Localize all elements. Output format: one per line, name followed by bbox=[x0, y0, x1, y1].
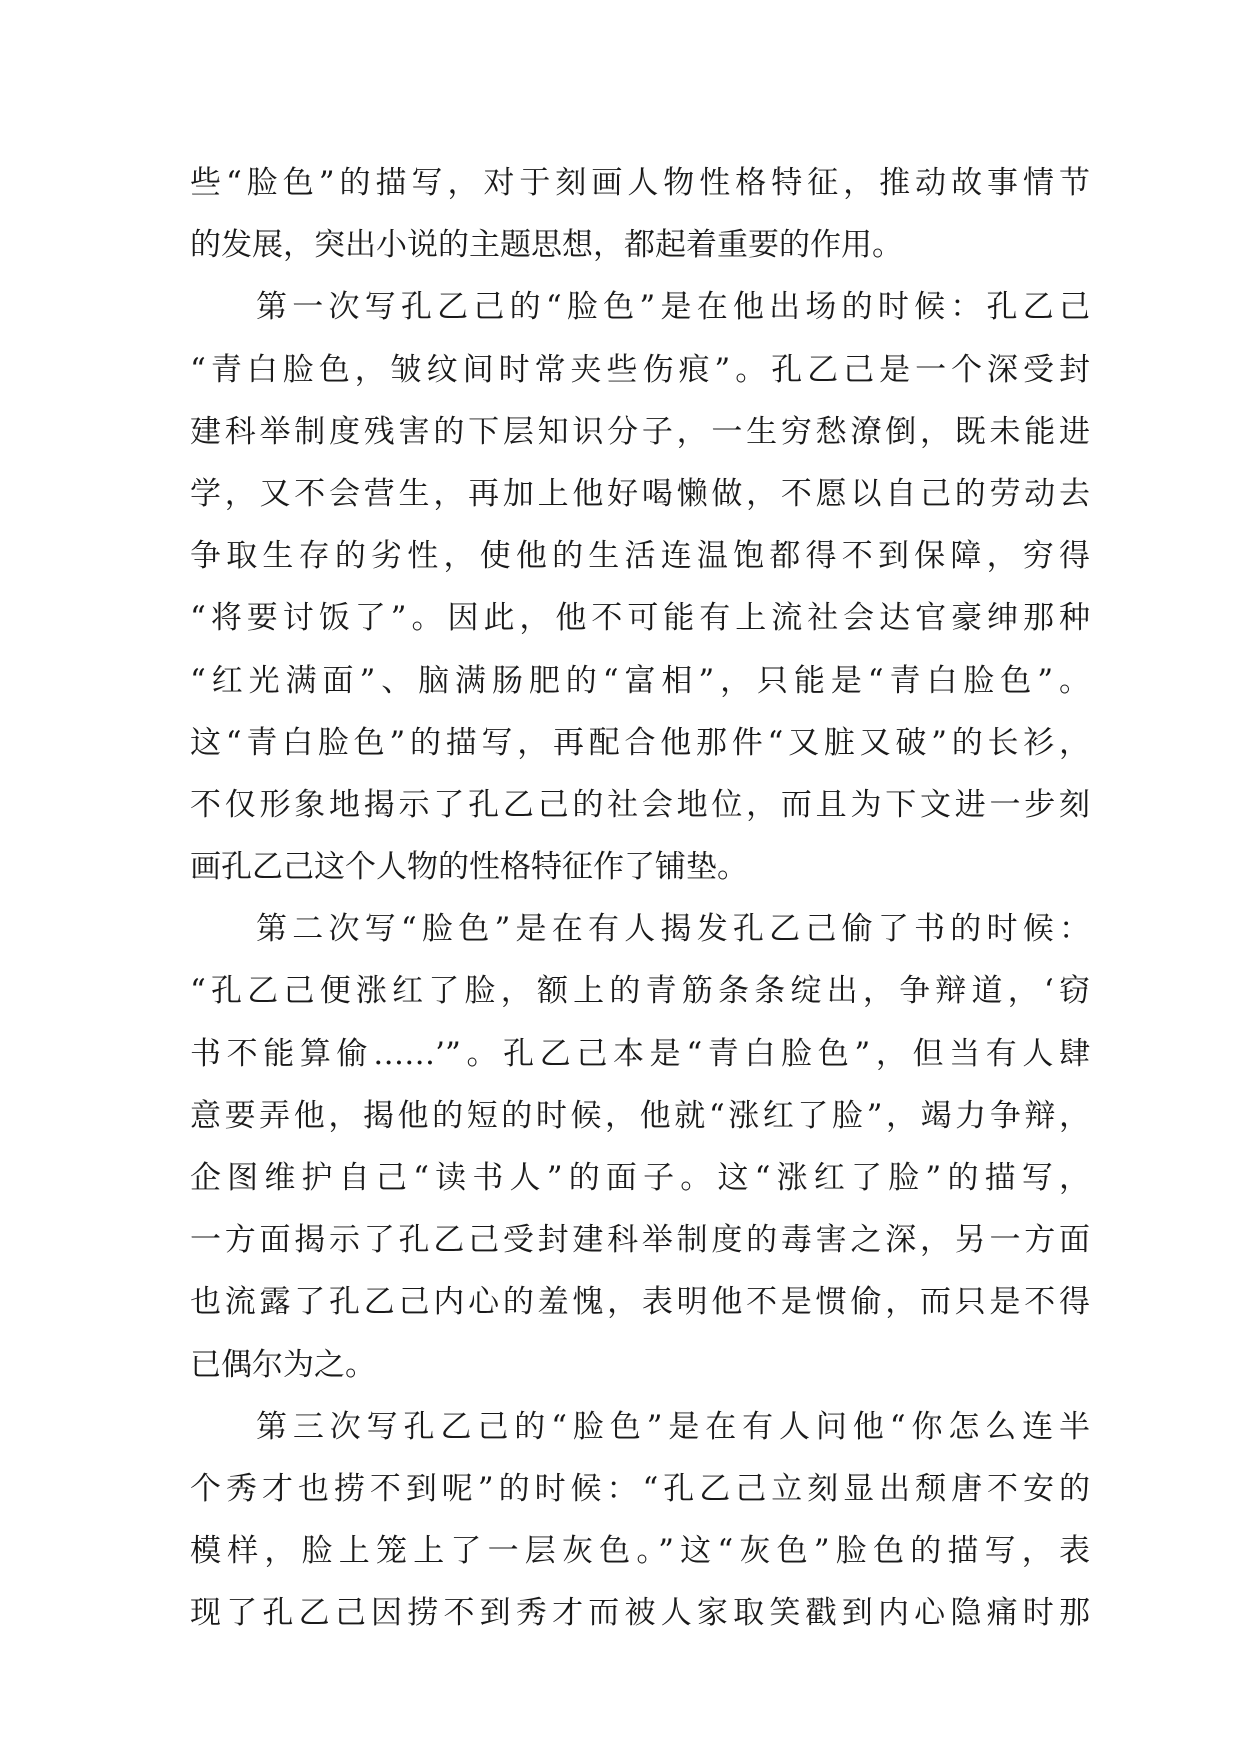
text-line: 的发展，突出小说的主题思想，都起着重要的作用。 bbox=[190, 227, 903, 264]
text-line: “红光满面”、脑满肠肥的“富相”，只能是“青白脸色”。 bbox=[190, 662, 1090, 699]
text-line: 书不能算偷……’”。孔乙己本是“青白脸色”，但当有人肆 bbox=[190, 1035, 1090, 1072]
paragraph-start-line: 第一次写孔乙己的“脸色”是在他出场的时候：孔乙己 bbox=[256, 289, 1090, 326]
text-line: “青白脸色，皱纹间时常夹些伤痕”。孔乙己是一个深受封 bbox=[190, 351, 1090, 388]
text-line: 也流露了孔乙己内心的羞愧，表明他不是惯偷，而只是不得 bbox=[190, 1284, 1090, 1321]
body-text bbox=[190, 152, 1090, 1645]
text-line: 已偶尔为之。 bbox=[190, 1346, 376, 1383]
text-line: 学，又不会营生，再加上他好喝懒做，不愿以自己的劳动去 bbox=[190, 475, 1090, 512]
text-line: 建科举制度残害的下层知识分子，一生穷愁潦倒，既未能进 bbox=[190, 413, 1090, 450]
text-line: 现了孔乙己因捞不到秀才而被人家取笑戳到内心隐痛时那 bbox=[190, 1595, 1090, 1632]
text-line: 画孔乙己这个人物的性格特征作了铺垫。 bbox=[190, 849, 748, 886]
text-line: 这“青白脸色”的描写，再配合他那件“又脏又破”的长衫， bbox=[190, 724, 1090, 761]
text-line: 争取生存的劣性，使他的生活连温饱都得不到保障，穷得 bbox=[190, 538, 1090, 575]
text-line: 意要弄他，揭他的短的时候，他就“涨红了脸”，竭力争辩， bbox=[190, 1097, 1090, 1134]
paragraph-start-line: 第二次写“脸色”是在有人揭发孔乙己偷了书的时候： bbox=[256, 911, 1090, 948]
text-line: 个秀才也捞不到呢”的时候：“孔乙己立刻显出颓唐不安的 bbox=[190, 1470, 1090, 1507]
text-line: 不仅形象地揭示了孔乙己的社会地位，而且为下文进一步刻 bbox=[190, 786, 1090, 823]
text-line: “将要讨饭了”。因此，他不可能有上流社会达官豪绅那种 bbox=[190, 600, 1090, 637]
text-line: 模样，脸上笼上了一层灰色。”这“灰色”脸色的描写，表 bbox=[190, 1533, 1090, 1570]
text-line: 企图维护自己“读书人”的面子。这“涨红了脸”的描写， bbox=[190, 1160, 1090, 1196]
text-line: “孔乙己便涨红了脸，额上的青筋条条绽出，争辩道，‘窃 bbox=[190, 973, 1090, 1010]
paragraph-start-line: 第三次写孔乙己的“脸色”是在有人问他“你怎么连半 bbox=[256, 1408, 1090, 1445]
text-line: 一方面揭示了孔乙己受封建科举制度的毒害之深，另一方面 bbox=[190, 1222, 1090, 1259]
text-line: 些“脸色”的描写，对于刻画人物性格特征，推动故事情节 bbox=[190, 165, 1090, 201]
